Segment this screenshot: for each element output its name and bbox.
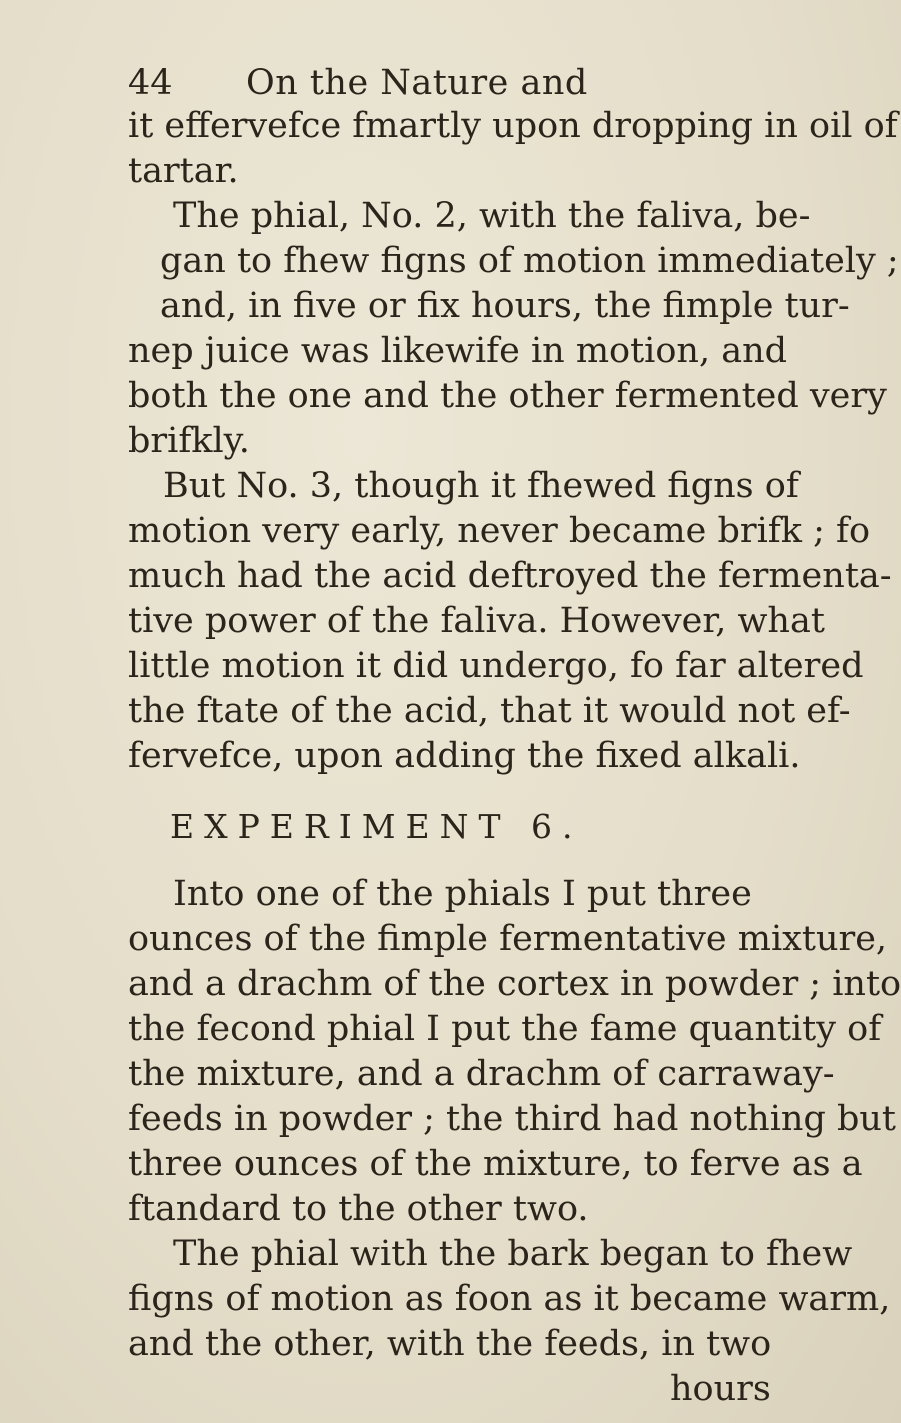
text-line: ftandard to the other two. [128, 1189, 589, 1229]
text-line: and, in five or fix hours, the fimple tur- [160, 286, 850, 326]
running-head: On the Nature and [246, 63, 588, 103]
text-line: fervefce, upon adding the fixed alkali. [128, 736, 801, 776]
text-line: little motion it did undergo, fo far altered [128, 646, 864, 686]
text-line: tive power of the faliva. However, what [128, 601, 825, 641]
text-line: tartar. [128, 151, 239, 191]
text-line: nep juice was likewife in motion, and [128, 331, 788, 371]
text-line: and a drachm of the cortex in powder ; into [128, 964, 901, 1004]
text-line: The phial, No. 2, with the faliva, be- [173, 196, 811, 236]
text-line: But No. 3, though it fhewed figns of [163, 466, 799, 506]
text-line: motion very early, never became brifk ; fo [128, 511, 871, 551]
text-line: ounces of the fimple fermentative mixture, [128, 919, 888, 959]
text-line: The phial with the bark began to fhew [173, 1234, 853, 1274]
text-line: the ftate of the acid, that it would not ef- [128, 691, 851, 731]
text-line: Into one of the phials I put three [173, 874, 752, 914]
text-line: feeds in powder ; the third had nothing but [128, 1099, 897, 1139]
text-line: both the one and the other fermented very [128, 376, 887, 416]
text-line: and the other, with the feeds, in two [128, 1324, 772, 1364]
text-line: brifkly. [128, 421, 250, 461]
text-line: gan to fhew figns of motion immediately ; [160, 241, 899, 281]
text-line: the mixture, and a drachm of carraway- [128, 1054, 835, 1094]
catchword: hours [670, 1369, 771, 1409]
text-line: the fecond phial I put the fame quantity of [128, 1009, 882, 1049]
section-heading: EXPERIMENT 6. [170, 807, 583, 846]
page-number: 44 [128, 63, 173, 103]
text-line: it effervefce fmartly upon dropping in oil of [128, 106, 898, 146]
page-header [128, 58, 748, 108]
text-line: figns of motion as foon as it became warm, [128, 1279, 891, 1319]
text-line: three ounces of the mixture, to ferve as a [128, 1144, 863, 1184]
text-line: much had the acid deftroyed the fermenta- [128, 556, 892, 596]
